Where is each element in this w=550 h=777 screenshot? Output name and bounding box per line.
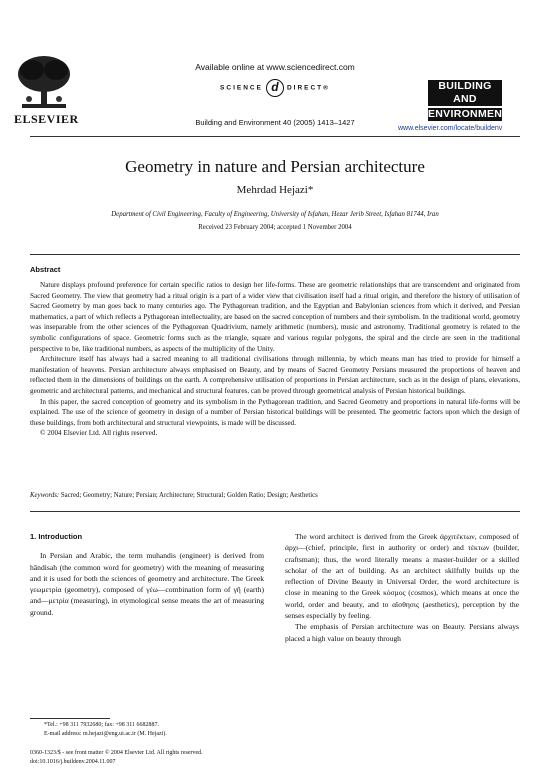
body-paragraph: The emphasis of Persian architecture was on Beauty. Persians always placed a high value on beauty through [285,622,519,643]
copyright-line: © 2004 Elsevier Ltd. All rights reserved. [40,429,158,438]
body-paragraph: In Persian and Arabic, the term muhandis (engineer) is derived from hāndisah (the common word for geometry) with the meaning of measuring and it is used for both the sciences of geometry and architecture. The Greek γεωμετρία (geometry), composed of γέω—combination form of γῆ (earth) and—μετρία (measuring), in etymological sense means the art of measuring ground. [30,551,264,617]
article-title: Geometry in nature and Persian architecture [125,157,425,176]
body-left-column [30,531,264,618]
body-top-divider [30,511,520,512]
author-affiliation: Department of Civil Engineering, Faculty of Engineering, University of Isfahan, Hezar Jerib Street, Isfahan 81744, Iran [111,211,439,218]
journal-citation: Building and Environment 40 (2005) 1413–1427 [195,118,355,127]
keywords-label: Keywords: [30,492,60,499]
doi-line: doi:10.1016/j.buildenv.2004.11.007 [30,759,116,765]
header-divider [30,136,520,137]
author-footnote [30,721,264,739]
body-paragraph: The word architect is derived from the Greek ἀρχιτέκτων, composed of ἀρχι—(chief, principle, first in authority or order) and τέκτων (builder, craftsman); thus, the word literally means a master-builder or a skilled scholar of the art of building. As an architect skilfully builds up the reflection of Divine Beauty in Universal Order, the word architecture is close in meaning to the Greek κόσμος (cosmos), which means at once the world, order and beauty, and to αἴσθησις (aesthetics), perception by the senses especially by feeling. [285,532,519,621]
journal-url-link[interactable]: www.elsevier.com/locate/buildenv [398,125,503,132]
abstract-top-divider [30,254,520,255]
footnote-email: E-mail address: m.hejazi@eng.ui.ac.ir (M. Hejazi). [44,731,167,737]
available-online-text: Available online at www.sciencedirect.com [195,62,355,72]
sciencedirect-right: DIRECT® [286,84,330,92]
footnote-tel: *Tel.: +98 311 7932680; fax: +98 311 6682887. [44,722,160,728]
abstract-body [30,280,520,439]
received-dates: Received 23 February 2004; accepted 1 November 2004 [198,224,352,231]
keywords-text: Sacred; Geometry; Nature; Persian; Architecture; Structural; Golden Ratio; Design; Aesthetics [60,492,318,499]
abstract-paragraph: Architecture itself has always had a sacred meaning to all traditional civilisations through millennia, by which means man has tried to provide for himself a manifestation of heavens. Persian architecture always emphasised on Beauty, and by means of Sacred Geometry Persians measured the proportions of heaven and reflected them in the dimensions of buildings on the earth. A comprehensive utilisation of proportions in Persian architecture, such as in the design of plans, elevations, geometric and architectural patterns, and mechanical and structural features, can be proved through geometrical analysis of Persian historical buildings. [30,355,520,395]
journal-brand-logo [428,80,509,123]
issn-line: 0360-1323/$ - see front matter © 2004 Elsevier Ltd. All rights reserved. [30,750,203,756]
sciencedirect-at-icon: d [266,79,284,97]
abstract-paragraph: Nature displays profound preference for certain specific ratios to design her life-forms. These are geometric relationships that are transcendent and originated from Sacred Geometry. The view that geometry had a ritual origin is a part of a wider view that civilisation itself had a ritual origin, and therefore the history of utilisation of Sacred Geometry by man goes back to many centuries ago. The Pythagorean tradition, and the Egyptian and Babylonian sciences from which it derived, and Persian mathematics, a part of which reflects a Pythagorean intellectuality, are based on the sacred conception of numbers and their symbolism. In the traditional world, geometry was inseparable from the other sciences of the Pythagorean Quadrivium, namely arithmetic (numbers), music and astronomy. Traditional geometry is related to the symbolic configurations of space. Geometric forms such as the triangle, square and various regular polygons, the spiral and the circle are seen in the traditional perspective to be, like traditional numbers, as aspects of the multiplicity of the Unity. [30,281,520,353]
keywords-line [30,492,520,499]
footnote-divider [30,718,110,719]
issn-doi-block [30,749,203,767]
abstract-paragraph: In this paper, the sacred conception of geometry and its symbolism in the Pythagorean tradition, and Sacred Geometry and proportions in natural life-forms will be explained. The use of the science of geometry in design of a number of Persian historical buildings will be presented. The geometric factors upon which the design of these buildings, from both architectural and structural viewpoints, is made will be discussed. [30,397,520,427]
sciencedirect-left: SCIENCE [220,84,263,92]
journal-brand-line2: ENVIRONMENT [428,108,509,120]
journal-brand-line1: BUILDING AND [428,80,502,106]
publisher-logo-text: ELSEVIER [14,112,79,126]
article-author: Mehrdad Hejazi* [236,184,314,196]
body-right-column [285,531,519,644]
section-heading: 1. Introduction [30,532,83,541]
abstract-heading: Abstract [30,265,61,274]
